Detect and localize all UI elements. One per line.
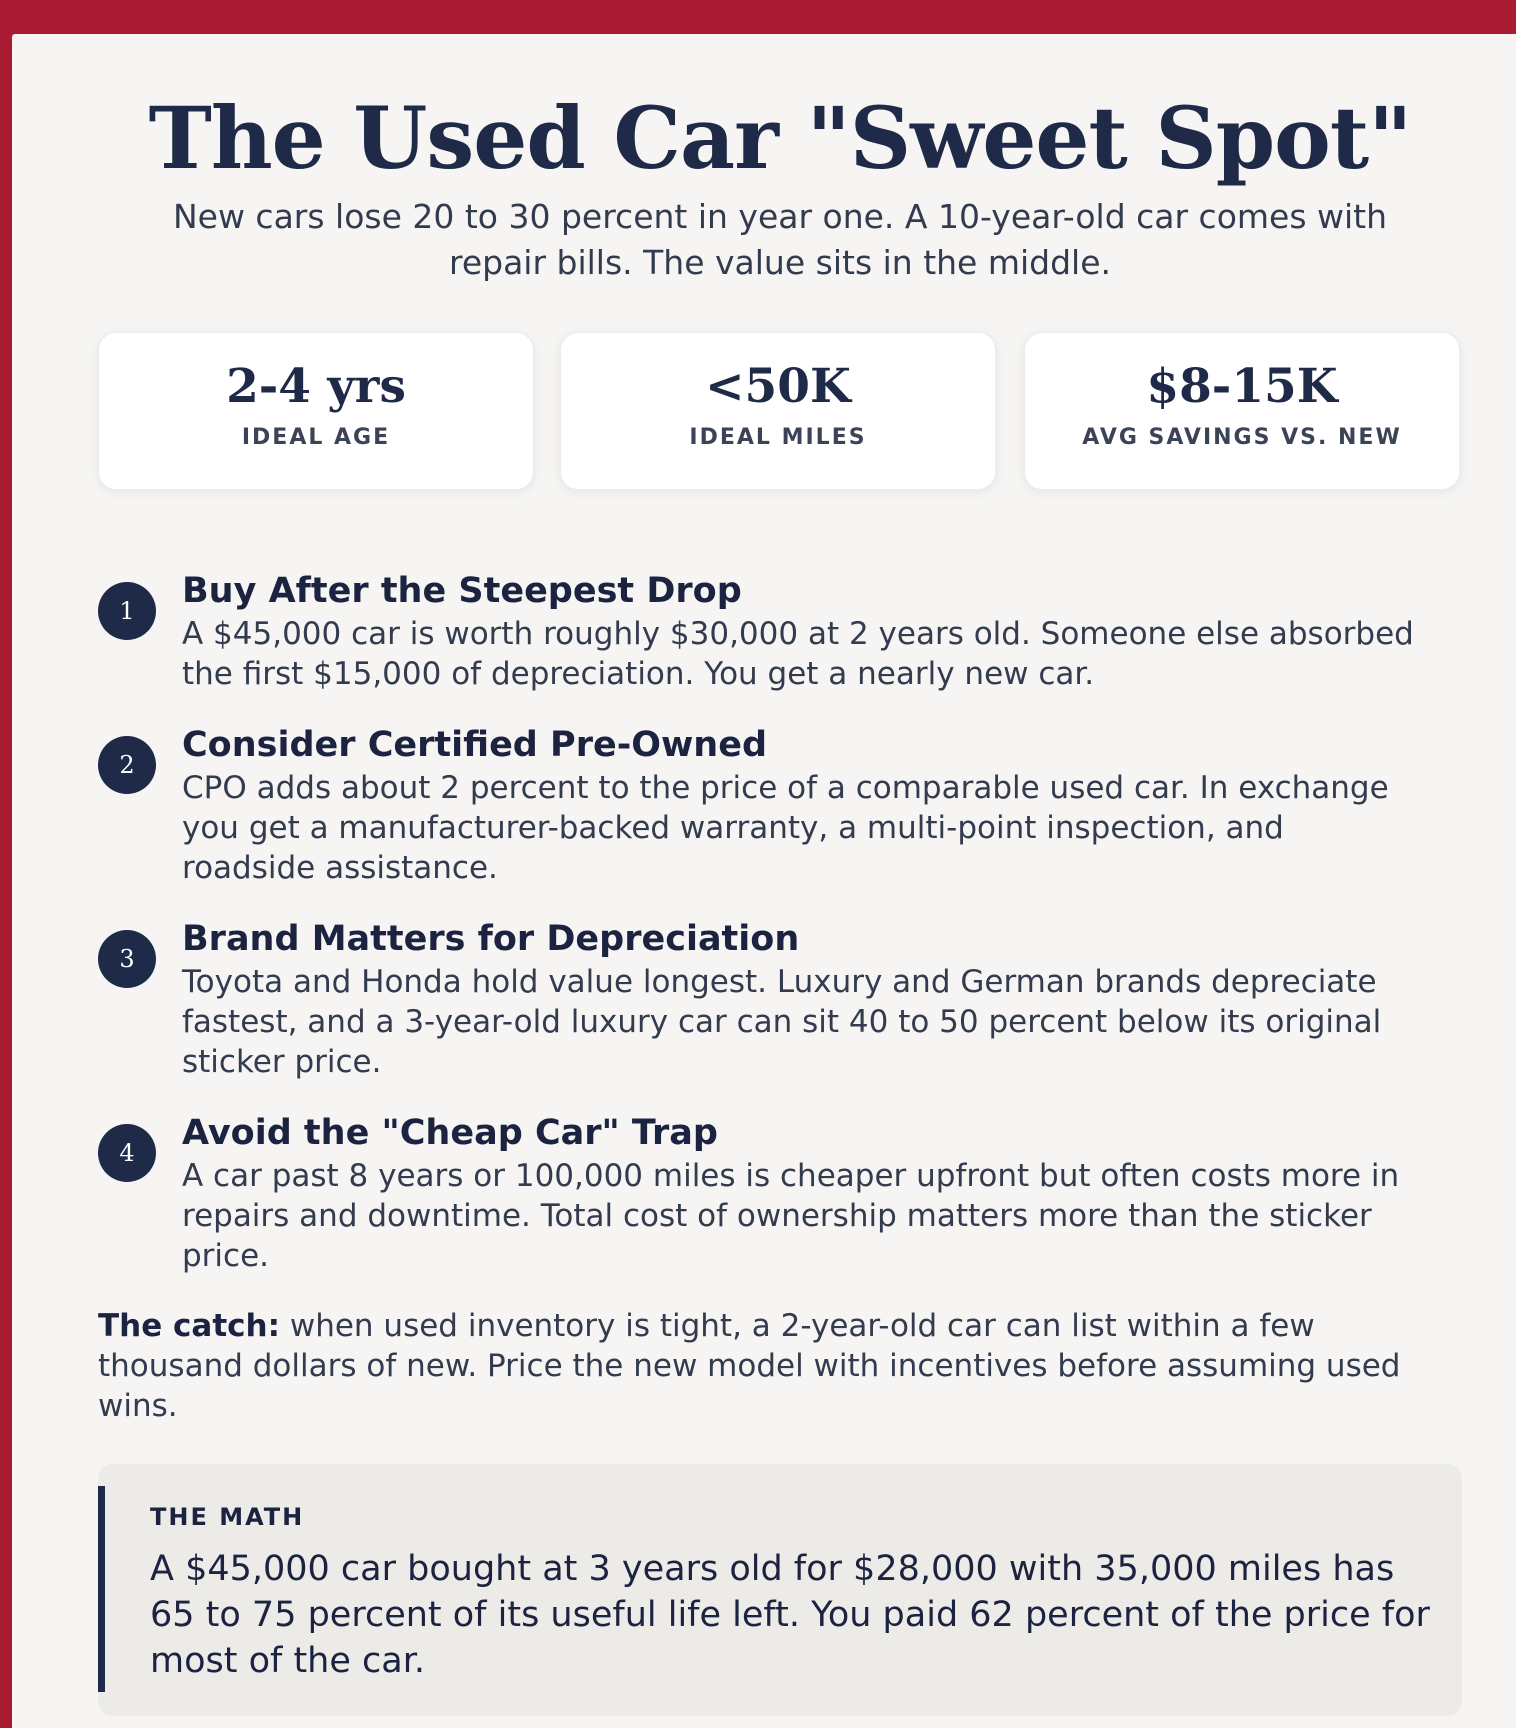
step-number-badge: 3 [98, 930, 156, 988]
tip-item-2 [98, 722, 1462, 892]
step-number-badge: 4 [98, 1124, 156, 1182]
tip-item-4 [98, 1110, 1462, 1280]
math-text: A $45,000 car bought at 3 years old for $28,000 with 35,000 miles has 65 to 75 percent of its useful life left. You paid 62 percent of the price for most of the car. [150, 1549, 1430, 1681]
stat-label: AVG SAVINGS VS. NEW [1082, 425, 1402, 450]
tip-title: Consider Certified Pre-Owned [182, 725, 768, 765]
tip-body: A car past 8 years or 100,000 miles is cheaper upfront but often costs more in repairs and downtime. Total cost of ownership matters more than the sticker price. [182, 1158, 1400, 1274]
subtitle: New cars lose 20 to 30 percent in year one. A 10-year-old car comes with repair bills. The value sits in the middle. [172, 197, 1388, 282]
math-label: THE MATH [150, 1503, 305, 1531]
tip-body: A $45,000 car is worth roughly $30,000 at 2 years old. Someone else absorbed the first $15,000 of depreciation. You get a nearly new car. [182, 616, 1414, 692]
tip-item-3 [98, 916, 1462, 1086]
page-title: The Used Car "Sweet Spot" [148, 89, 1412, 189]
stat-label: IDEAL AGE [241, 425, 391, 450]
step-number-badge: 1 [98, 582, 156, 640]
math-callout [98, 1464, 1462, 1716]
tip-item-1 [98, 568, 1462, 698]
tip-body: Toyota and Honda hold value longest. Luxury and German brands depreciate fastest, and a 3-year-old luxury car can sit 40 to 50 percent below its original sticker price. [182, 964, 1382, 1080]
stat-card-ideal-miles [560, 332, 996, 490]
tip-body: CPO adds about 2 percent to the price of a comparable used car. In exchange you get a manufacturer-backed warranty, a multi-point inspection, and roadside assistance. [182, 770, 1389, 886]
stat-card-avg-savings [1024, 332, 1460, 490]
stat-label: IDEAL MILES [689, 425, 867, 450]
stats-row [98, 332, 1462, 490]
catch-text: when used inventory is tight, a 2-year-old car can list within a few thousand dollars of new. Price the new model with incentives before assuming used wins. [98, 1308, 1401, 1424]
stat-value: 2-4 yrs [226, 359, 406, 414]
catch-note [98, 1306, 1442, 1426]
tip-title: Buy After the Steepest Drop [182, 571, 742, 611]
infographic-card [12, 34, 1516, 1728]
tip-title: Brand Matters for Depreciation [182, 919, 800, 959]
step-number-badge: 2 [98, 736, 156, 794]
stat-value: <50K [705, 359, 851, 414]
catch-label: The catch: [98, 1308, 280, 1344]
tip-title: Avoid the "Cheap Car" Trap [182, 1113, 718, 1153]
stat-card-ideal-age [98, 332, 534, 490]
callout-accent-bar [98, 1486, 105, 1692]
stat-value: $8-15K [1146, 359, 1338, 414]
